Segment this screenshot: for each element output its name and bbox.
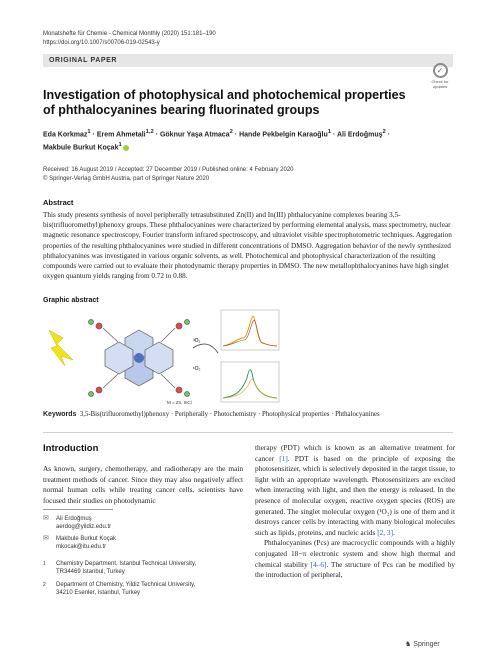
author: Hande Pekbelgin Karaoğlu [239,131,328,139]
citation-link[interactable]: [4–6] [310,559,327,569]
introduction-heading: Introduction [43,443,99,454]
check-for-updates-badge[interactable] [427,63,453,94]
doi-link[interactable]: https://doi.org/10.1007/s00706-019-02543-y [43,40,160,46]
correspondence-block [43,515,243,555]
lightning-icon [49,330,73,366]
corresponding-author-email[interactable]: mkocak@itu.edu.tr [56,544,107,550]
author: Göknur Yaşa Atmaca [159,131,230,139]
author: Makbule Burkut Koçak [43,144,119,152]
affiliation-line: 34210 Esenler, Istanbul, Turkey [56,590,141,596]
check-updates-text: Check for updates [431,79,449,89]
corresponding-author-email[interactable]: aerdog@yildiz.edu.tr [56,524,112,530]
affiliation-line: TR34469 Istanbul, Turkey [56,569,125,575]
envelope-icon: ✉ [43,535,49,542]
triplet-oxygen-label: ³O₂ [193,338,201,344]
section-label: ORIGINAL PAPER [43,54,453,67]
abstract-heading: Abstract [43,198,74,207]
journal-citation: Monatshefte für Chemie - Chemical Monthly (2020) 151:181–190 [43,31,216,37]
graphic-abstract-heading: Graphic abstract [43,297,99,304]
graphic-abstract-figure [43,308,283,408]
singlet-oxygen-label: ¹O₂ [193,366,201,372]
envelope-icon: ✉ [43,515,49,522]
paper-title: Investigation of photophysical and photochemical properties of phthalocyanines bearing fluorinated groups [43,88,406,117]
keywords-list: 3,5-Bis(trifluoromethyl)phenoxy · Peripherally · Photochemistry · Photophysical properties · Phthalocyanines [79,411,380,418]
keywords-label: Keywords [43,411,77,418]
affiliation-line: Department of Chemistry, Yildiz Technical University, [56,582,196,588]
springer-horse-icon: ♞ [405,641,412,648]
affiliation-line: Chemistry Department, Istanbul Technical University, [56,561,197,567]
keywords [43,410,453,419]
affiliations-block [43,560,243,602]
citation-link[interactable]: [2, 3] [377,527,394,537]
author: Erem Ahmetali [96,131,146,139]
footnote-divider [43,509,113,510]
orcid-icon[interactable] [123,145,129,151]
corresponding-author-name: Makbule Burkut Koçak [56,536,117,542]
journal-info [43,30,216,48]
affiliation-number: 2 [43,582,46,588]
publisher-name: Springer [413,640,440,648]
intro-paragraph: Phthalocyanines (Pcs) are macrocyclic compounds with a highly conjugated 18−π electronic system and show high thermal and chemical stability [4–6]. The structure of Pcs can be modified by the introduction of peripheral, [255,538,456,580]
publication-dates: Received: 16 August 2019 / Accepted: 27 December 2019 / Published online: 4 February 2020 © Springer-Verlag GmbH Austria, part of Springer Nature 2020 [43,167,294,182]
abstract-text: This study presents synthesis of novel peripherally tetrasubstituted Zn(II) and In(III) phthalocyanine complexes bearing 3,5-bis(trifluoromethyl)phenoxy groups. These phthalocyanines were characterized by performing elemental analysis, mass spectrometry, nuclear magnetic resonance spectroscopy, Fourier transform infrared spectroscopy, and ultraviolet visible spectrophotometric techniques. Aggregation properties of the resulting phthalocyanines were studied in different concentrations of DMSO. Aggregation behavior of the newly synthesized phthalocyanines was investigated in various organic solvents, as well. Photochemical and photophysical characterization of the resulting compounds were carried out to evaluate their photodynamic therapy properties in DMSO. The new metallophthalocyanines have high singlet oxygen quantum yields ranging from 0.72 to 0.88. [43,211,452,281]
intro-paragraph: therapy (PDT) which is known as an alternative treatment for cancer [1]. PDT is based on the principle of exposing the photosensitizer, which is selectively deposited in the target tissue, to light with an appropriate wavelength. Photosensitizers are excited when interacting with light, and then the energy is released. In the presence of molecular oxygen, reactive oxygen species (ROS) are generated. The singlet molecular oxygen (¹O₂) is one of them and it destroys cancer cells by interacting with many biological molecules such as lipids, proteins, and nucleic acids [2, 3]. [255,443,455,537]
publisher-logo [405,640,440,648]
metal-label: M = Zn, InCl [167,400,192,405]
check-updates-icon: ✓ [433,63,448,78]
citation-link[interactable]: [1] [279,453,288,463]
author-list: Eda Korkmaz$^1$ · Erem Ahmetali$^{1,2}$ · Göknur Yaşa Atmaca$^2$ · Hande Pekbelgin Karaoğlu$^1$ · Ali Erdoğmuş$^2$ · Makbule Burkut Koçak$^1$ [43,129,391,152]
introduction-column-2 [255,443,455,581]
oxygen-arrow [193,344,218,353]
introduction-column-1: As known, surgery, chemotherapy, and radiotherapy are the main treatment methods of cancer. Since they may also negatively affect normal human cells while treating cancer cells, scientists have focused their studies on photodynamic [43,464,243,505]
corresponding-author-name: Ali Erdoğmuş [56,516,92,522]
affiliation-number: 1 [43,561,46,567]
divider [43,432,453,433]
phthalocyanine-structure-icon [89,320,190,397]
author: Ali Erdoğmuş [337,131,383,139]
author: Eda Korkmaz [43,131,88,139]
